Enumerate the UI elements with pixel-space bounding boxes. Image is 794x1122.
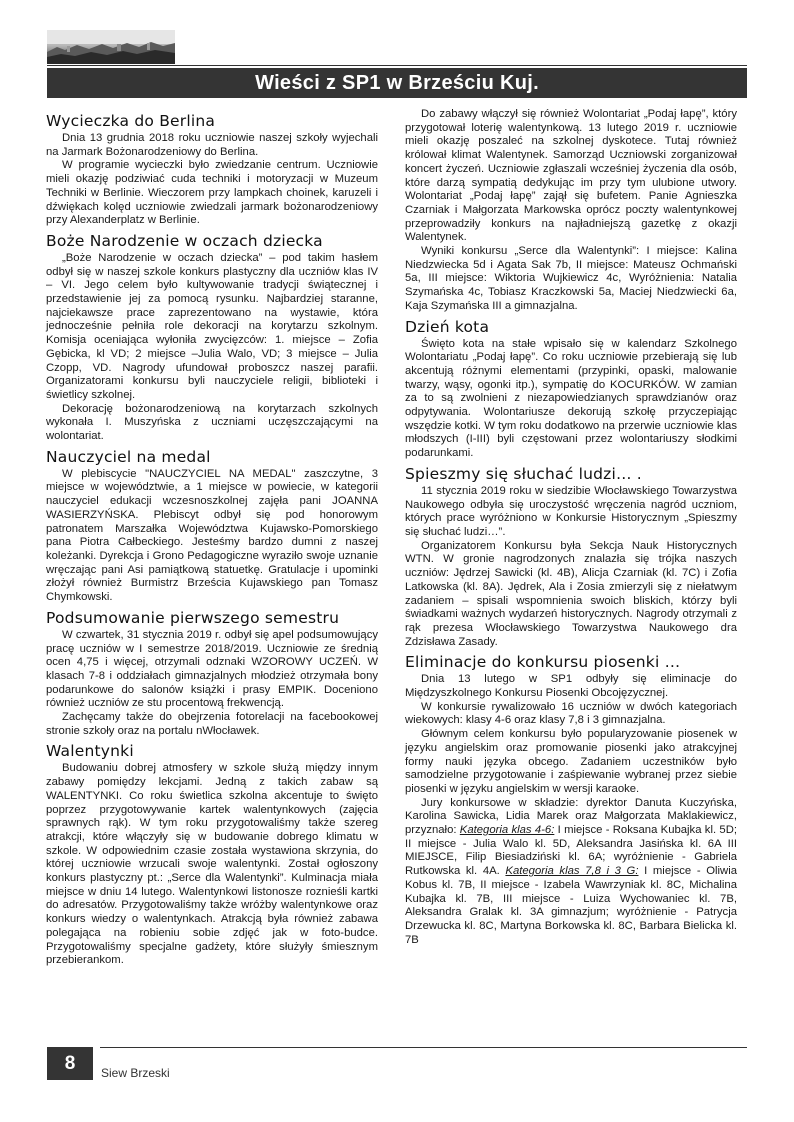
paragraph: W konkursie rywalizowało 16 uczniów w dwóch kategoriach wiekowych: klasy 4-6 oraz klasy 7,8 i 3 gimnazjalna. bbox=[405, 700, 737, 727]
paragraph: Zachęcamy także do obejrzenia fotorelacji na facebookowej stronie szkoły oraz na portalu nWłocławek. bbox=[46, 711, 378, 737]
article-title: Boże Narodzenie w oczach dziecka bbox=[46, 231, 323, 250]
left-column bbox=[46, 108, 378, 968]
paragraph: Wyniki konkursu „Serce dla Walentynki”: I miejsce: Kalina Niedzwiecka 5d i Agata Sak 7b, II miejsce: Mateusz Ochmański 5a, III miejsce: Wiktoria Wujkiewicz 4c, Wyróżnienia: Natalia Szymańska 4c, Tobiasz Kraczkowski 5a, Maciej Niedzwiecki 6a, Kaja Szymańska III a gimnazjalna. bbox=[405, 245, 737, 312]
text-run: I miejsce - Roksana Kubajka kl. 5D; II miejsce - Julia Walo kl. 5D, Aleksandra Jasińska kl. 6A III MIEJSCE, Filip Biesiadziński kl. 6A; wyróżnienie - Gabriela Rutkowska kl. 4A. bbox=[405, 824, 737, 878]
text-run: Jury konkursowe w składzie: dyrektor Danuta Kuczyńska, Karolina Sawicka, Lidia Marek oraz Małgorzata Maklakiewicz, przyznało: bbox=[405, 796, 737, 837]
header-photo bbox=[47, 30, 175, 64]
paragraph: W plebiscycie "NAUCZYCIEL NA MEDAL" zaszczytne, 3 miejsce w województwie, a 1 miejsce w powiecie, w kategorii nauczyciel edukacji wczesnoszkolnej zajęła pani JOANNA WASIERZYŃSKA. Plebiscyt odbył się pod honorowym patronatem Marszałka Województwa Kujawsko-Pomorskiego pana Piotra Całbeckiego. Jesteśmy bardzo dumni z naszej koleżanki. Dyrekcja i Grono Pedagogiczne wyraziło swoje uznanie wręczając pani Asi pamiątkową statuetkę. Gratulacje i upominki złożył również Burmistrz Brześcia Kujawskiego pan Tomasz Chymkowski. bbox=[46, 467, 378, 604]
article-title: Walentynki bbox=[46, 742, 134, 761]
category-label: Kategoria klas 4-6: bbox=[459, 824, 555, 837]
footer-rule bbox=[100, 1047, 747, 1048]
paragraph: Dnia 13 lutego w SP1 odbyły się eliminacje do Międzyszkolnego Konkursu Piosenki Obcojęzycznej. bbox=[405, 673, 737, 700]
page-banner: Wieści z SP1 w Brześciu Kuj. bbox=[47, 68, 747, 98]
paragraph: W czwartek, 31 stycznia 2019 r. odbył się apel podsumowujący pracę uczniów w I semestrze 2018/2019. Uczniowie ze średnią ocen 4,75 i więcej, otrzymali odznaki WZOROWY UCZEŃ. W klasach 7-8 i oddziałach gimnazjalnych młodzież otrzymała bony podarunkowe do salonów książki i prasy EMPIK. Doceniono również uczniów ze stu procentową frekwencją. bbox=[46, 628, 378, 710]
article-cat-day bbox=[405, 318, 737, 461]
article-song-contest bbox=[405, 653, 737, 947]
paragraph: Organizatorem Konkursu była Sekcja Nauk Historycznych WTN. W gronie nagrodzonych znalazła się trójka naszych uczniów: Jędrzej Sawicki (kl. 4B), Alicja Czarniak (kl. 7C) i Zofia Latkowska (kl. 8A). Jędrek, Ala i Zosia zmierzyli się z niełatwym zadaniem – spisali wspomnienia swoich bliskich, którzy byli świadkami ważnych wydarzeń historycznych. Nagrody otrzymali z rąk prezesa Włocławskiego Towarzystwa Naukowego dra Zdzisława Zasady. bbox=[405, 539, 737, 648]
article-title: Eliminacje do konkursu piosenki … bbox=[405, 653, 681, 672]
header-rule bbox=[47, 65, 747, 66]
paragraph: W programie wycieczki było zwiedzanie centrum. Uczniowie mieli okazję podziwiać cuda techniki i motoryzacji w Muzeum Techniki w Berlinie. Wieczorem przy lampkach choinek, karuzeli i dźwiękach kolęd uczniowie zwiedzali jarmark bożonarodzeniowy przy Alexanderplatz w Berlinie. bbox=[46, 159, 378, 227]
article-semester-summary bbox=[46, 609, 378, 739]
right-column bbox=[405, 108, 737, 947]
paragraph: Dekorację bożonarodzeniową na korytarzach szkolnych wykonała I. Muszyńska z uczniami uczęszczającymi na wolontariat. bbox=[46, 402, 378, 443]
paragraph: „Boże Narodzenie w oczach dziecka” – pod takim hasłem odbył się w naszej szkole konkurs plastyczny dla uczniów klas IV – VI. Jego celem było kultywowanie tradycji świątecznej i przedstawienie jej za pomocą rysunku. Najbardziej staranne, najciekawsze prace zaprezentowano na wystawie, która jednocześnie pełniła role dekoracji na korytarzu szkolnym. Komisja oceniająca wyłoniła zwycięzców: 1. miejsce – Zofia Gębicka, kl VD; 2 miejsce –Julia Walo, VD; 3 miejsce – Julia Czopp, VD. Nagrody ufundował proboszcz naszej parafii. Organizatorami konkursu byli nauczyciele religii, biblioteki i świetlicy szkolnej. bbox=[46, 251, 378, 401]
paragraph: 11 stycznia 2019 roku w siedzibie Włocławskiego Towarzystwa Naukowego odbyła się uroczystość wręczenia nagród uczniom, których prace wyróżniono w Konkursie Historycznym „Spieszmy się słuchać ludzi…”. bbox=[405, 484, 737, 538]
publication-name: Siew Brzeski bbox=[101, 1066, 170, 1080]
paragraph: Dnia 13 grudnia 2018 roku uczniowie naszej szkoły wyjechali na Jarmark Bożonarodzeniowy do Berlina. bbox=[46, 132, 378, 158]
paragraph: Głównym celem konkursu było popularyzowanie piosenek w języku angielskim oraz promowanie piosenki jako atrakcyjnej formy nauki języka obcego. Zadaniem uczestników było samodzielne przygotowanie i zaśpiewanie wybranej przez siebie piosenki w języku angielskim w wersji karaoke. bbox=[405, 728, 737, 795]
article-valentines-continued bbox=[405, 108, 737, 314]
text-run: I miejsce - Oliwia Kobus kl. 7B, II miejsce - Izabela Wawrzyniak kl. 8C, Michalina Kubajka kl. 7B, III miejsce - Luiza Wychowaniec kl. 7B, Aleksandra Gralak kl. 3A gimnazjum; wyróżnienie - Patrycja Drzewucka kl. 8C, Martyna Borkowska kl. 8C, Barbara Bielicka kl. 7B bbox=[405, 865, 737, 946]
article-title: Podsumowanie pierwszego semestru bbox=[46, 608, 340, 627]
paragraph: Do zabawy włączył się również Wolontariat „Podaj łapę”, który przygotował loterię walentynkową. 13 lutego 2019 r. uczniowie mieli okazję poszaleć na szkolnej dyskotece. Tutaj również królował klimat Walentynek. Samorząd Uczniowski zorganizował koncert życzeń. Uczniowie zgłaszali wcześniej życzenia dla osób, które darzą sympatią dedykując im przy tym ulubione utwory. Wolontariat „Podaj łapę” zajął się bufetem. Panie Agnieszka Czarniak i Małgorzata Markowska oprócz poczty walentynkowej przeprowadziły konkurs na najładniejszą gazetkę z okazji Walentynek. bbox=[405, 108, 737, 244]
article-title: Dzień kota bbox=[405, 317, 490, 336]
article-teacher-award bbox=[46, 448, 378, 605]
paragraph-jury-results bbox=[405, 797, 737, 948]
article-valentines bbox=[46, 742, 378, 968]
article-christmas-contest bbox=[46, 232, 378, 444]
article-title: Wycieczka do Berlina bbox=[46, 112, 216, 130]
article-title: Nauczyciel na medal bbox=[46, 447, 211, 466]
article-berlin-trip bbox=[46, 112, 378, 228]
category-label: Kategoria klas 7,8 i 3 G: bbox=[505, 865, 639, 878]
article-history-contest bbox=[405, 465, 737, 649]
article-title: Spieszmy się słuchać ludzi… . bbox=[405, 464, 642, 483]
paragraph: Budowaniu dobrej atmosfery w szkole służą między innym zabawy pomiędzy lekcjami. Jedną z takich zabaw są WALENTYNKI. Co roku świetlica szkolna akcentuje to święto poprzez przygotowywanie kartek walentynkowych (zajęcia sprawnych rąk). W tym roku przygotowaliśmy także szereg atrakcji, które włączyły się w budowanie dobrego klimatu w szkole. W odpowiednim czasie została wystawiona skrzynia, do której uczniowie wrzucali swoje walentynki. Został ogłoszony konkurs plastyczny pt.: „Serce dla Walentynki”. Kulminacja miała miejsce w dniu 14 lutego. Walentynkowi listonosze roznieśli kartki do adresatów. Przygotowaliśmy także wróżby walentynkowe oraz konkurs wiedzy o walentynkach. Atrakcją była również zabawa polegająca na robieniu sobie zdjęć jak w foto-budce. Przygotowaliśmy specjalne gadżety, które służyły śmiesznym przebierankom. bbox=[46, 762, 378, 967]
page-number: 8 bbox=[47, 1047, 93, 1080]
paragraph: Święto kota na stałe wpisało się w kalendarz Szkolnego Wolontariatu „Podaj łapę”. Co roku uczniowie przebierają się lub akcentują różnymi elementami (przypinki, opaski, malowanie twarzy, wąsy, ogonki itp.), sympatię do KOCURKÓW. W zamian za to są zwolnieni z niezapowiedzianych sprawdzianów oraz odpytywania. Wolontariusze dekorują szkołę przyczepiając wszędzie kotki. W tym roku dodatkowo na przerwie uczniowie klas młodszych (I-III) byli częstowani przez wolontariuszy słodkimi podarunkami. bbox=[405, 337, 737, 460]
